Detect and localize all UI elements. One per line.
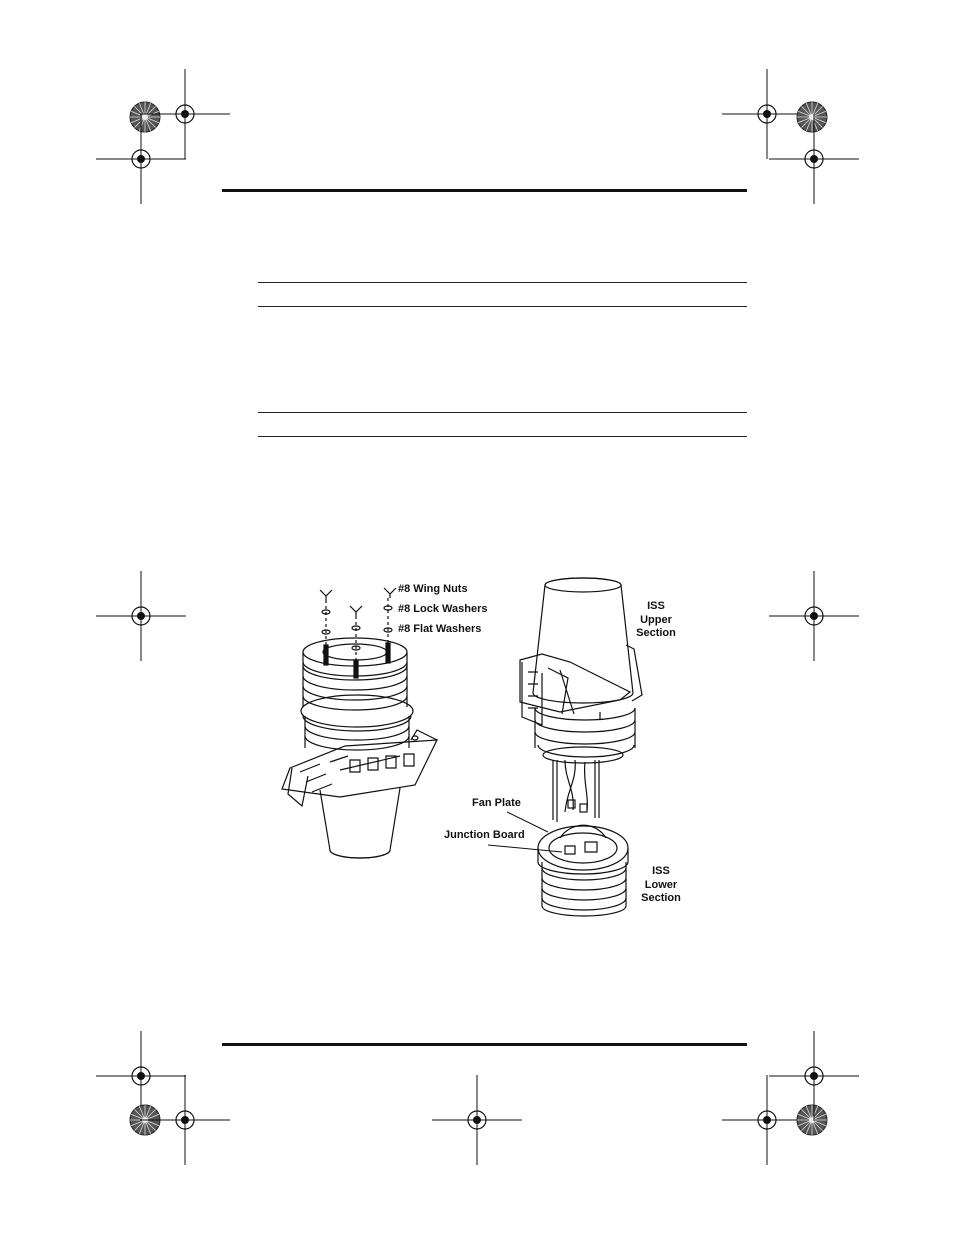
iss-lower-line-3: Section bbox=[641, 892, 681, 904]
iss-upper-line-3: Section bbox=[636, 627, 676, 639]
lock-washers-label: #8 Lock Washers bbox=[398, 603, 488, 615]
iss-upper-line-1: ISS bbox=[647, 600, 665, 612]
iss-lower-line-1: ISS bbox=[652, 865, 670, 877]
iss-lower-section-label bbox=[634, 865, 688, 906]
right-assembly bbox=[488, 578, 642, 916]
iss-lower-line-2: Lower bbox=[644, 878, 678, 891]
iss-upper-line-2: Upper bbox=[640, 613, 672, 626]
iss-upper-section-label bbox=[630, 600, 682, 641]
junction-board-label: Junction Board bbox=[444, 829, 525, 841]
flat-washers-label: #8 Flat Washers bbox=[398, 623, 482, 635]
wing-nuts-label: #8 Wing Nuts bbox=[398, 583, 468, 595]
fan-plate-label: Fan Plate bbox=[472, 797, 521, 809]
